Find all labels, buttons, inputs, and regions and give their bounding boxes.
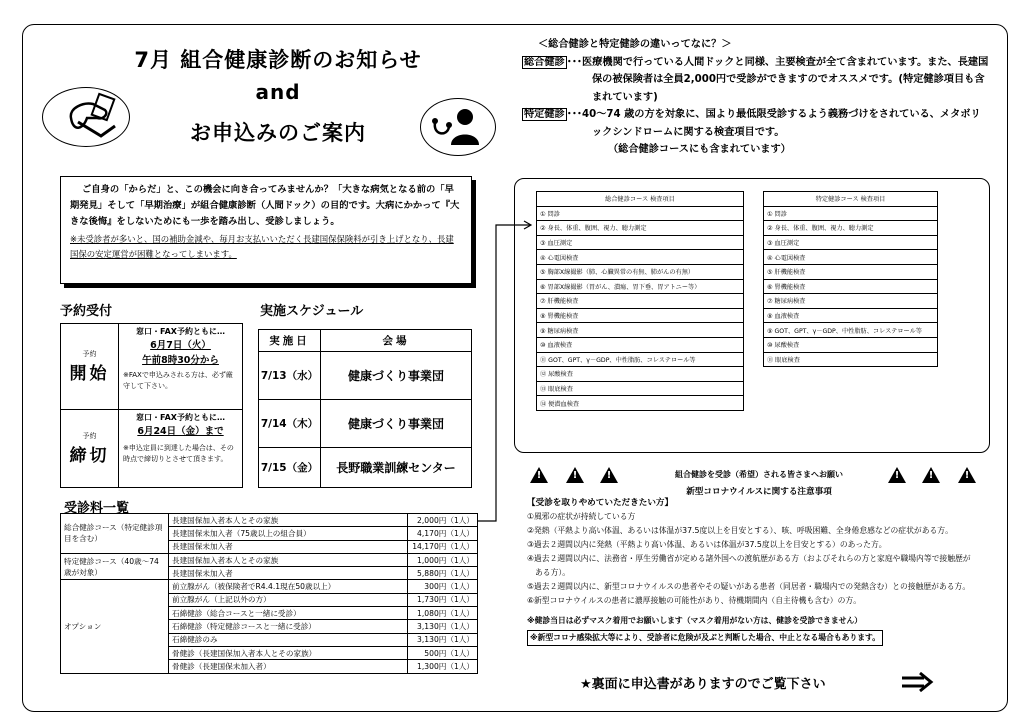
tokutei-item: ② 身長、体重、腹囲、視力、聴力測定 <box>764 221 938 236</box>
covid-item: ⑥新型コロナウイルスの患者に濃厚接触の可能性があり、待機期間内（自主待機も含む）の方。 <box>527 596 861 605</box>
fee-item: 長建国保未加入者（75歳以上の組合員） <box>169 527 408 540</box>
schedule-date: 7/14（木） <box>259 400 321 448</box>
end-label-big: 締切 <box>69 446 110 466</box>
sogo-tag: 総合健診 <box>524 56 565 68</box>
difference-section <box>522 36 990 159</box>
sogo-item: ① 問診 <box>537 206 744 221</box>
start-time: 午前8時30分から <box>142 355 219 366</box>
sogo-item: ⑦ 肝機能検査 <box>537 294 744 309</box>
schedule-venue: 健康づくり事業団 <box>321 400 472 448</box>
fee-item: 前立腺がん（被保険者でR4.4.1現在50歳以上） <box>169 580 408 593</box>
fee-group-label: 総合健診コース（特定健診項目を含む） <box>64 523 163 544</box>
reservation-table <box>60 323 243 488</box>
tokutei-explanation <box>522 106 990 141</box>
schedule-venue: 長野職業訓練センター <box>321 448 472 488</box>
fee-amount: 1,730円（1人） <box>408 593 478 606</box>
covid-item: ③過去２週間以内に発熱（平熱より高い体温、あるいは体温が37.5度以上を目安とする）のあった方。 <box>527 540 887 549</box>
covid-line2: 新型コロナウイルスに関する注意事項 <box>686 487 832 497</box>
sogo-item: ③ 血圧測定 <box>537 235 744 250</box>
tokutei-item: ⑦ 糖尿病検査 <box>764 294 938 309</box>
warning-icon: ! <box>600 467 618 483</box>
intro-note: ※未受診者が多いと、国の補助金減や、毎月お支払いいただく長建国保保険料が引き上げとなり、長建国保の安定運営が困難となってしまいます。 <box>70 234 454 259</box>
end-date: 6月24日（金）まで <box>137 426 224 437</box>
covid-item: ④過去２週間以内に、法務省・厚生労働省が定める諸外国への渡航歴がある方（およびそれらの方と家庭や職場内等で接触歴がある方）。 <box>527 554 971 577</box>
warning-icon: ! <box>566 467 584 483</box>
sogo-item: ⑪ GOT、GPT、γ－GDP、中性脂肪、コレステロール等 <box>537 352 744 367</box>
tokutei-item: ⑧ 血液検査 <box>764 308 938 323</box>
sogo-item: ⑩ 血液検査 <box>537 337 744 352</box>
fee-amount: 5,880円（1人） <box>408 567 478 580</box>
schedule-col-venue: 会場 <box>321 330 472 352</box>
fee-item: 長建国保加入者本人とその家族 <box>169 514 408 527</box>
warning-icon: ! <box>888 467 906 483</box>
sogo-item: ⑨ 糖尿病検査 <box>537 323 744 338</box>
covid-subheading: 【受診を取りやめていただきたい方】 <box>527 498 674 508</box>
tokutei-item: ⑩ 尿酸検査 <box>764 337 938 352</box>
fee-amount: 300円（1人） <box>408 580 478 593</box>
intro-text: ご自身の「からだ」と、この機会に向き合ってみませんか？「大きな病気となる前の「早期発見」そして「早期治療」が組合健康診断（人間ドック）の目的です。大病にかかって『大きな後悔』をしないためにも一歩を踏み出し、受診しましょう。 <box>70 184 460 227</box>
start-label-small: 予約 <box>82 350 97 358</box>
fee-amount: 2,000円（1人） <box>408 514 478 527</box>
tokutei-item: ④ 心電図検査 <box>764 250 938 265</box>
tokutei-item: ① 問診 <box>764 206 938 221</box>
end-line1: 窓口・FAX予約ともに… <box>136 413 225 422</box>
arrow-right-icon <box>900 672 934 692</box>
schedule-date: 7/13（水） <box>259 352 321 400</box>
sogo-item: ② 身長、体重、腹囲、視力、聴力測定 <box>537 221 744 236</box>
start-label <box>61 324 119 410</box>
tokutei-item: ⑪ 眼底検査 <box>764 352 938 367</box>
fee-item: 長建国保未加入者 <box>169 567 408 580</box>
tokutei-item: ③ 血圧測定 <box>764 235 938 250</box>
reservation-heading: 予約受付 <box>60 304 113 319</box>
start-date: 6月7日（火） <box>150 340 211 351</box>
schedule-heading: 実施スケジュール <box>260 304 364 319</box>
start-label-big: 開始 <box>69 364 110 384</box>
end-note: ※申込定員に到達した場合は、その時点で締切りとさせて頂きます。 <box>123 444 234 463</box>
title-line3: お申込みのご案内 <box>190 121 366 145</box>
tokutei-item: ⑥ 腎機能検査 <box>764 279 938 294</box>
tokutei-items-header: 特定健診コース 検査項目 <box>764 192 938 207</box>
end-label-small: 予約 <box>82 432 97 440</box>
schedule-date: 7/15（金） <box>259 448 321 488</box>
sogo-items-table <box>536 191 744 411</box>
sogo-item: ⑤ 胸部X線撮影（肺、心臓異常の有無、肺がんの有無） <box>537 264 744 279</box>
schedule-col-date: 実施日 <box>259 330 321 352</box>
fee-group-name <box>61 514 169 554</box>
fee-group-label: 特定健診コース（40歳～74歳が対象） <box>64 556 159 577</box>
fee-item: 石綿健診（総合コースと一緒に受診） <box>169 607 408 620</box>
title-line1: 7月 組合健康診断のお知らせ <box>134 48 422 72</box>
fees-heading: 受診料一覧 <box>64 501 130 516</box>
end-cell <box>119 410 243 488</box>
fee-amount: 4,170円（1人） <box>408 527 478 540</box>
title-line2: and <box>255 80 301 104</box>
fee-item: 前立腺がん（上記以外の方） <box>169 593 408 606</box>
fee-item: 骨健診（長建国保未加入者） <box>169 660 408 673</box>
fee-amount: 1,080円（1人） <box>408 607 478 620</box>
intro-box <box>60 176 472 284</box>
warning-icon: ! <box>922 467 940 483</box>
schedule-table <box>258 329 472 488</box>
tokutei-item: ⑤ 肝機能検査 <box>764 264 938 279</box>
fees-table <box>60 513 478 674</box>
tokutei-note: （総合健診コースにも含まれています） <box>608 144 791 155</box>
difference-title: ＜総合健診と特定健診の違いってなに？＞ <box>538 39 732 50</box>
start-line1: 窓口・FAX予約ともに… <box>136 327 225 336</box>
doctor-stethoscope-icon <box>420 98 496 156</box>
fee-item: 長建国保加入者本人とその家族 <box>169 553 408 566</box>
fee-amount: 1,300円（1人） <box>408 660 478 673</box>
sogo-item: ⑭ 便潜血検査 <box>537 396 744 411</box>
sogo-items-header: 総合健診コース 検査項目 <box>537 192 744 207</box>
sogo-item: ⑧ 腎機能検査 <box>537 308 744 323</box>
footer-note: ★裏面に申込書がありますのでご覧下さい <box>580 677 826 692</box>
fee-item: 石綿健診のみ <box>169 633 408 646</box>
fee-amount: 1,000円（1人） <box>408 553 478 566</box>
sogo-item: ⑬ 眼底検査 <box>537 381 744 396</box>
schedule-venue: 健康づくり事業団 <box>321 352 472 400</box>
covid-item: ②発熱（平熱より高い体温、あるいは体温が37.5度以上を目安とする）、咳、呼吸困難、全身倦怠感などの症状がある方。 <box>527 526 953 535</box>
fee-item: 長建国保未加入者 <box>169 540 408 553</box>
tokutei-text: ･･･40～74 歳の方を対象に、国より最低限受診するよう義務づけをされている、メタボリックシンドロームに関する検査項目です。 <box>566 109 981 138</box>
covid-item: ①風邪の症状が持続している方 <box>527 512 636 521</box>
tokutei-tag: 特定健診 <box>524 109 565 120</box>
fee-amount: 3,130円（1人） <box>408 633 478 646</box>
start-cell <box>119 324 243 410</box>
covid-section <box>527 496 977 646</box>
covid-item: ⑤過去２週間以内に、新型コロナウイルスの患者やその疑いがある患者（同居者・職場内での発熱含む）との接触歴がある方。 <box>527 582 971 591</box>
mask-note: ※健診当日は必ずマスク着用でお願いします（マスク着用がない方は、健診を受診できません） <box>527 616 863 625</box>
fee-amount: 3,130円（1人） <box>408 620 478 633</box>
tokutei-item: ⑨ GOT、GPT、γ－GDP、中性脂肪、コレステロール等 <box>764 323 938 338</box>
fee-amount: 14,170円（1人） <box>408 540 478 553</box>
warning-icon: ! <box>958 467 976 483</box>
sogo-item: ④ 心電図検査 <box>537 250 744 265</box>
end-label <box>61 410 119 488</box>
fee-group-name <box>61 553 169 580</box>
phone-fax-icon <box>42 87 130 147</box>
cancel-note: ※新型コロナ感染拡大等により、受診者に危険が及ぶと判断した場合、中止となる場合もあります。 <box>527 630 883 646</box>
sogo-item: ⑥ 胃部X線撮影（胃がん、潰瘍、胃下垂、胃アトニー等） <box>537 279 744 294</box>
sogo-explanation <box>522 54 990 107</box>
tokutei-items-table <box>763 191 938 367</box>
sogo-item: ⑫ 尿酸検査 <box>537 367 744 382</box>
covid-line1: 組合健診を受診（希望）される皆さまへお願い <box>675 470 843 479</box>
fee-group-name: オプション <box>61 580 169 673</box>
fee-item: 骨健診（長建国保加入者本人とその家族） <box>169 646 408 659</box>
warning-icon: ! <box>530 467 548 483</box>
start-note: ※FAXで申込みされる方は、必ず厳守して下さい。 <box>123 371 233 390</box>
sogo-text: ･･･医療機関で行っている人間ドックと同様、主要検査が全て含まれています。また、長建国保の被保険者は全員2,000円で受診ができますのでオススメです。(特定健診項目も含まれています) <box>566 56 989 103</box>
fee-item: 石綿健診（特定健診コースと一緒に受診） <box>169 620 408 633</box>
fee-amount: 500円（1人） <box>408 646 478 659</box>
